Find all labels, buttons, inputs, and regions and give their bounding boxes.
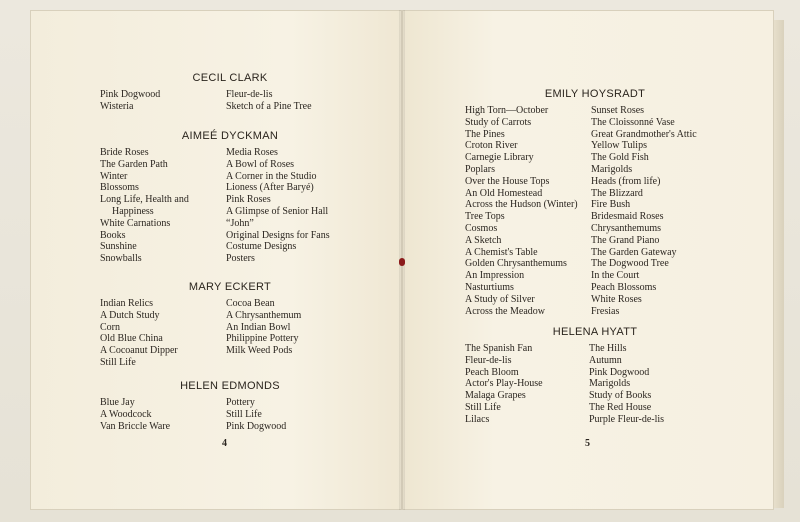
artwork-title: Across the Meadow xyxy=(465,305,545,317)
artwork-title: Sketch of a Pine Tree xyxy=(226,100,312,112)
artwork-title: Yellow Tulips xyxy=(591,140,647,152)
artwork-title: Sunset Roses xyxy=(591,105,645,116)
artwork-title: Sunshine xyxy=(100,241,137,253)
artwork-title: An Indian Bowl xyxy=(226,321,291,333)
artwork-title: Original Designs for Fans xyxy=(226,229,330,241)
artwork-title: Study of Carrots xyxy=(465,116,532,128)
artwork-title: Books xyxy=(100,229,126,241)
artwork-title: White Carnations xyxy=(100,217,171,229)
artwork-title: The Spanish Fan xyxy=(465,343,533,354)
artist-heading: HELENA HYATT xyxy=(552,326,638,338)
artwork-title: Fire Bush xyxy=(591,199,631,211)
artwork-title: Marigolds xyxy=(591,163,633,175)
artwork-title: Over the House Tops xyxy=(465,175,550,187)
artist-heading: AIMEÉ DYCKMAN xyxy=(181,130,279,142)
artist-heading: HELEN EDMONDS xyxy=(180,380,280,392)
artwork-title: The Dogwood Tree xyxy=(591,258,669,270)
artwork-title: A Sketch xyxy=(465,234,502,246)
section-emily-hoysradt xyxy=(465,88,725,317)
artwork-title: Wisteria xyxy=(100,100,134,112)
artwork-title: The Pines xyxy=(465,128,505,140)
artwork-title: White Roses xyxy=(591,293,642,305)
artwork-title: Costume Designs xyxy=(226,241,297,253)
artwork-list xyxy=(100,147,360,265)
artwork-title: Bridesmaid Roses xyxy=(591,211,664,223)
artwork-title: Peach Blossoms xyxy=(591,281,657,293)
section-aimee-dyckman xyxy=(100,130,360,265)
section-helen-edmonds xyxy=(100,380,360,432)
section-helena-hyatt xyxy=(465,326,725,426)
artwork-title: Pottery xyxy=(226,397,255,408)
artist-heading: CECIL CLARK xyxy=(192,72,268,84)
artwork-title: Winter xyxy=(100,170,128,182)
artwork-title: The Gold Fish xyxy=(591,152,649,164)
artwork-title: Posters xyxy=(226,253,255,265)
artwork-title: Carnegie Library xyxy=(465,152,534,164)
artwork-title: Corn xyxy=(100,321,120,333)
page-number: 4 xyxy=(222,438,227,449)
artwork-title: “John” xyxy=(226,217,254,229)
artwork-title: A Corner in the Studio xyxy=(226,170,317,182)
artwork-title: Fresias xyxy=(591,305,620,317)
artwork-title: In the Court xyxy=(591,270,640,282)
artwork-list xyxy=(100,298,360,369)
page-edge xyxy=(774,20,784,508)
artwork-list xyxy=(465,343,725,426)
artwork-title: Lioness (After Baryé) xyxy=(226,182,314,194)
artwork-title: Chrysanthemums xyxy=(591,222,661,234)
section-mary-eckert xyxy=(100,281,360,369)
artwork-title: Poplars xyxy=(465,163,495,175)
artwork-title: Malaga Grapes xyxy=(465,390,526,402)
artwork-title: The Blizzard xyxy=(591,187,643,199)
artwork-title: A Woodcock xyxy=(100,408,152,420)
artwork-title: A Chrysanthemum xyxy=(226,309,302,321)
artwork-title: Media Roses xyxy=(226,147,278,158)
artwork-title: Actor's Play-House xyxy=(465,378,543,390)
artwork-title: The Hills xyxy=(589,343,627,354)
artwork-title: Great Grandmother's Attic xyxy=(591,128,697,140)
artwork-title: Pink Dogwood xyxy=(100,89,161,100)
artwork-title: Purple Fleur-de-lis xyxy=(589,413,665,425)
artwork-title: Blue Jay xyxy=(100,397,135,408)
artwork-list xyxy=(100,89,360,113)
artwork-title: Lilacs xyxy=(465,413,490,425)
artwork-title: Still Life xyxy=(465,401,501,413)
artwork-title: The Garden Path xyxy=(100,158,168,170)
artwork-title: Blossoms xyxy=(100,182,139,194)
artwork-list xyxy=(100,397,360,432)
artist-heading: MARY ECKERT xyxy=(188,281,272,293)
artwork-title: Old Blue China xyxy=(100,333,163,345)
artwork-title: Bride Roses xyxy=(100,147,149,158)
artwork-title: A Cocoanut Dipper xyxy=(100,345,178,357)
artwork-title: A Bowl of Roses xyxy=(226,158,295,170)
artwork-title: Long Life, Health and xyxy=(100,194,189,206)
artwork-title: Pink Dogwood xyxy=(589,366,650,378)
artwork-title: A Glimpse of Senior Hall xyxy=(226,205,329,217)
artwork-title: A Chemist's Table xyxy=(465,246,538,258)
artwork-title: Nasturtiums xyxy=(465,281,514,293)
artwork-title: Cocoa Bean xyxy=(226,298,275,309)
artwork-title: Autumn xyxy=(589,354,622,366)
artwork-title: The Garden Gateway xyxy=(591,246,677,258)
artwork-title: The Grand Piano xyxy=(591,234,660,246)
artwork-title: Tree Tops xyxy=(465,211,505,223)
artwork-title: Golden Chrysanthemums xyxy=(465,258,567,270)
artwork-title: Across the Hudson (Winter) xyxy=(465,199,578,211)
artwork-title: A Study of Silver xyxy=(465,293,535,305)
artwork-title: Indian Relics xyxy=(100,298,154,309)
artwork-title: Fleur-de-lis xyxy=(465,354,512,366)
artwork-title: Heads (from life) xyxy=(591,175,661,187)
artwork-title: Fleur-de-lis xyxy=(226,89,273,100)
artwork-title: Peach Bloom xyxy=(465,366,519,378)
artwork-title: An Impression xyxy=(465,270,525,282)
artwork-title: Study of Books xyxy=(589,390,652,402)
artwork-title: Still Life xyxy=(226,408,262,420)
artwork-title: The Cloissonné Vase xyxy=(591,116,675,128)
artwork-title: Pink Roses xyxy=(226,194,271,206)
artwork-title: Van Briccle Ware xyxy=(100,420,171,432)
page-number: 5 xyxy=(585,438,590,449)
artwork-title: Pink Dogwood xyxy=(226,420,287,432)
artwork-title: A Dutch Study xyxy=(100,309,160,321)
artwork-title: The Red House xyxy=(589,401,652,413)
artwork-title: Snowballs xyxy=(100,253,142,265)
artwork-title: An Old Homestead xyxy=(465,187,543,199)
binding-thread xyxy=(399,258,405,266)
artwork-list xyxy=(465,105,725,317)
artwork-title: Croton River xyxy=(465,140,518,152)
artwork-title: High Torn—October xyxy=(465,105,549,116)
artwork-title: Philippine Pottery xyxy=(226,333,299,345)
artist-heading: EMILY HOYSRADT xyxy=(544,88,646,100)
artwork-title: Marigolds xyxy=(589,378,631,390)
artwork-title xyxy=(226,357,360,369)
artwork-title: Still Life xyxy=(100,356,136,368)
section-cecil-clark xyxy=(100,72,360,113)
artwork-title: Milk Weed Pods xyxy=(226,345,293,357)
artwork-title: Happiness xyxy=(112,205,154,217)
artwork-title: Cosmos xyxy=(465,222,498,234)
